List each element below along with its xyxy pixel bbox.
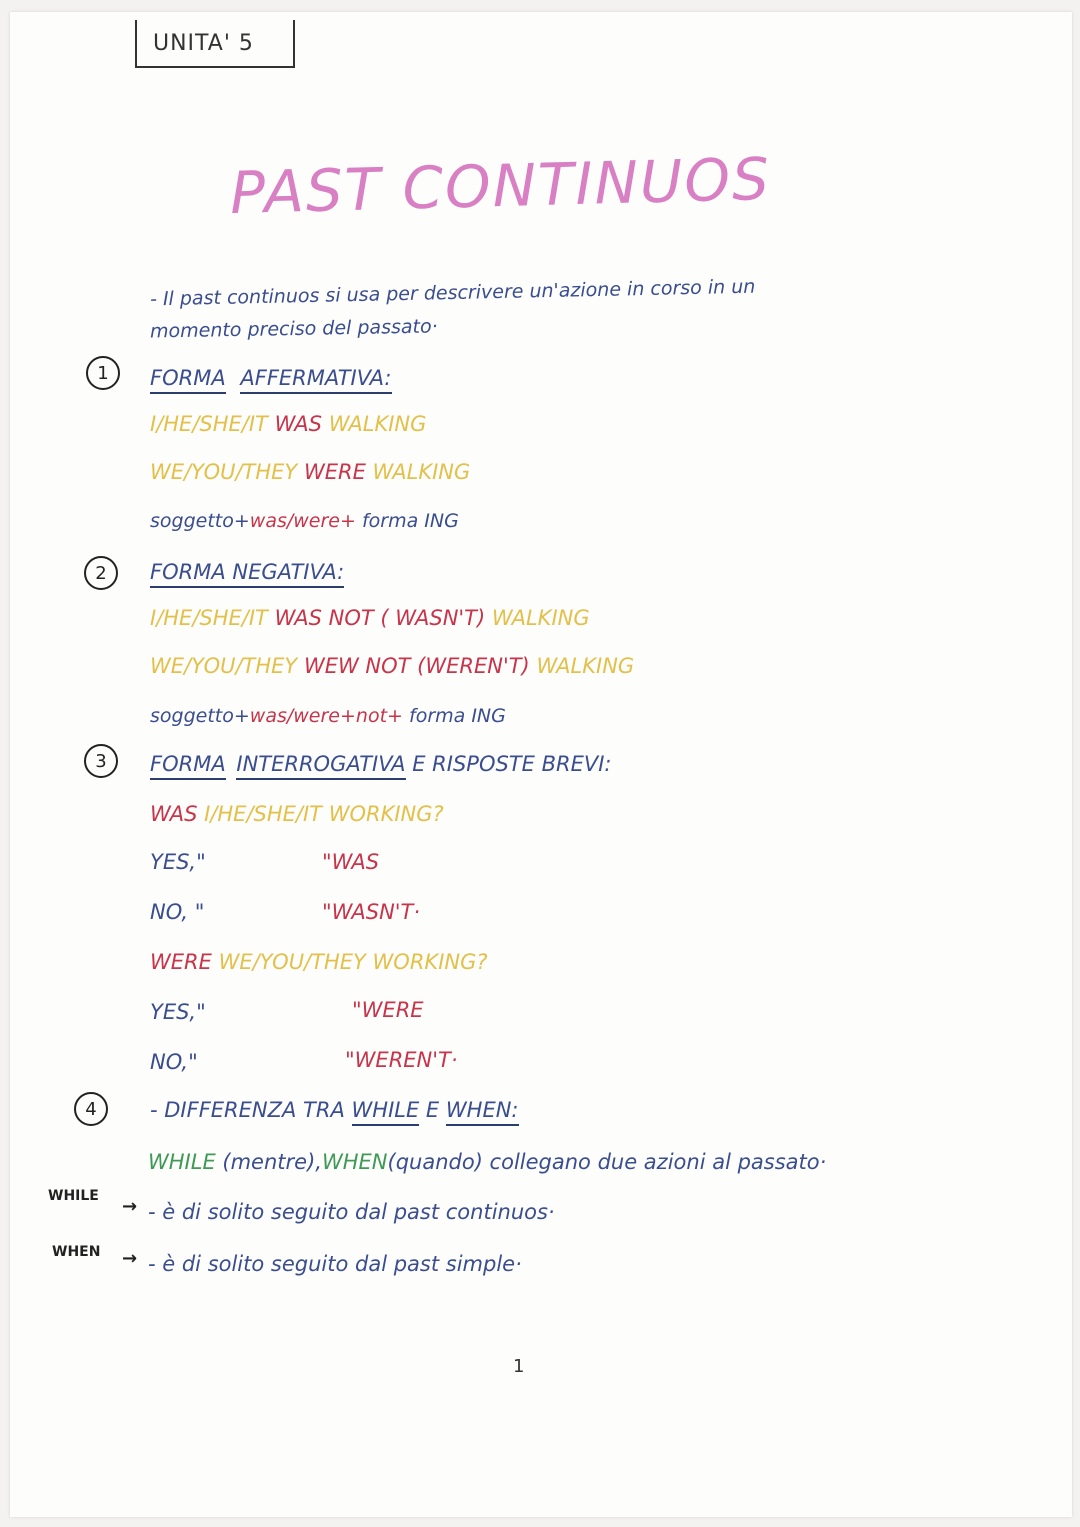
short-answer-yes-1-verb: "WAS: [322, 850, 380, 874]
rule-part: was/were+: [249, 510, 356, 532]
question-1: [150, 802, 444, 826]
section-number-1: 1: [86, 356, 120, 390]
auxiliary: WAS: [274, 412, 322, 436]
when-note: - è di solito seguito dal past simple·: [148, 1252, 522, 1276]
subject: WE/YOU/THEY: [218, 950, 366, 974]
negative-line-2: [150, 654, 634, 678]
short-answer-no-2-verb: "WEREN'T·: [345, 1048, 458, 1072]
heading-word: FORMA: [150, 752, 226, 780]
when-side-label: WHEN: [52, 1244, 101, 1260]
affirmative-rule: [150, 510, 459, 532]
ing-form: WALKING: [491, 606, 590, 630]
short-answer-yes-2-verb: "WERE: [352, 998, 424, 1022]
rule-part: forma ING: [409, 705, 506, 727]
intro-line-2: momento preciso del passato·: [149, 315, 438, 343]
auxiliary: WAS: [150, 802, 198, 826]
section-number-4: 4: [74, 1092, 108, 1126]
short-answer-yes-1: YES,": [150, 850, 206, 874]
affirmative-line-2: [150, 460, 470, 484]
heading-word: WHILE: [352, 1098, 420, 1126]
text: (mentre),: [222, 1150, 322, 1174]
section-1-heading: [150, 366, 392, 390]
while-note: - è di solito seguito dal past continuos·: [148, 1200, 555, 1224]
subject: I/HE/SHE/IT: [204, 802, 322, 826]
short-answer-no-2: NO,": [150, 1050, 198, 1074]
page-number: 1: [513, 1356, 525, 1377]
subject: I/HE/SHE/IT: [150, 606, 268, 630]
while-when-line: [148, 1150, 826, 1174]
heading-word: - DIFFERENZA TRA: [150, 1098, 345, 1122]
subject: I/HE/SHE/IT: [150, 412, 268, 436]
arrow-icon: →: [122, 1196, 138, 1217]
section-4-heading: [150, 1098, 519, 1122]
short-answer-no-1-verb: "WASN'T·: [322, 900, 421, 924]
section-number-3: 3: [84, 744, 118, 778]
while-side-label: WHILE: [48, 1188, 99, 1204]
heading-word: WHEN:: [446, 1098, 519, 1126]
auxiliary: WERE: [303, 460, 366, 484]
heading-word: FORMA NEGATIVA:: [150, 560, 344, 588]
rule-part: soggetto+: [150, 705, 250, 727]
arrow-icon: →: [122, 1248, 138, 1269]
short-answer-yes-2: YES,": [150, 1000, 206, 1024]
negative-line-1: [150, 606, 590, 630]
short-answer-no-1: NO, ": [150, 900, 205, 924]
rule-part: forma ING: [361, 510, 459, 532]
ing-form: WALKING: [536, 654, 635, 678]
heading-word: AFFERMATIVA:: [240, 366, 391, 394]
auxiliary: WAS NOT ( WASN'T): [274, 606, 486, 630]
ing-form: WALKING: [328, 412, 427, 436]
page-title: PAST CONTINUOS: [229, 144, 772, 228]
rule-part: soggetto+: [150, 510, 250, 532]
ing-form: WORKING?: [328, 802, 444, 826]
section-3-heading: [150, 752, 611, 776]
heading-word: E: [425, 1098, 440, 1122]
keyword: WHILE: [148, 1150, 216, 1174]
affirmative-line-1: [150, 412, 426, 436]
ing-form: WALKING: [372, 460, 471, 484]
question-2: [150, 950, 488, 974]
text: (quando) collegano due azioni al passato·: [387, 1150, 827, 1174]
negative-rule: [150, 705, 506, 727]
section-2-heading: [150, 560, 344, 584]
rule-part: was/were+not+: [249, 705, 403, 727]
heading-word: E RISPOSTE BREVI:: [412, 752, 612, 776]
keyword: WHEN: [321, 1150, 388, 1174]
subject: WE/YOU/THEY: [150, 654, 298, 678]
heading-word: FORMA: [150, 366, 226, 394]
section-number-2: 2: [84, 556, 118, 590]
heading-word: INTERROGATIVA: [236, 752, 405, 780]
auxiliary: WEW NOT (WEREN'T): [303, 654, 530, 678]
auxiliary: WERE: [150, 950, 212, 974]
ing-form: WORKING?: [372, 950, 488, 974]
subject: WE/YOU/THEY: [150, 460, 298, 484]
unit-label: UNITA' 5: [135, 20, 295, 68]
intro-line-1: - Il past continuos si usa per descrivere un'azione in corso in un: [149, 275, 756, 311]
